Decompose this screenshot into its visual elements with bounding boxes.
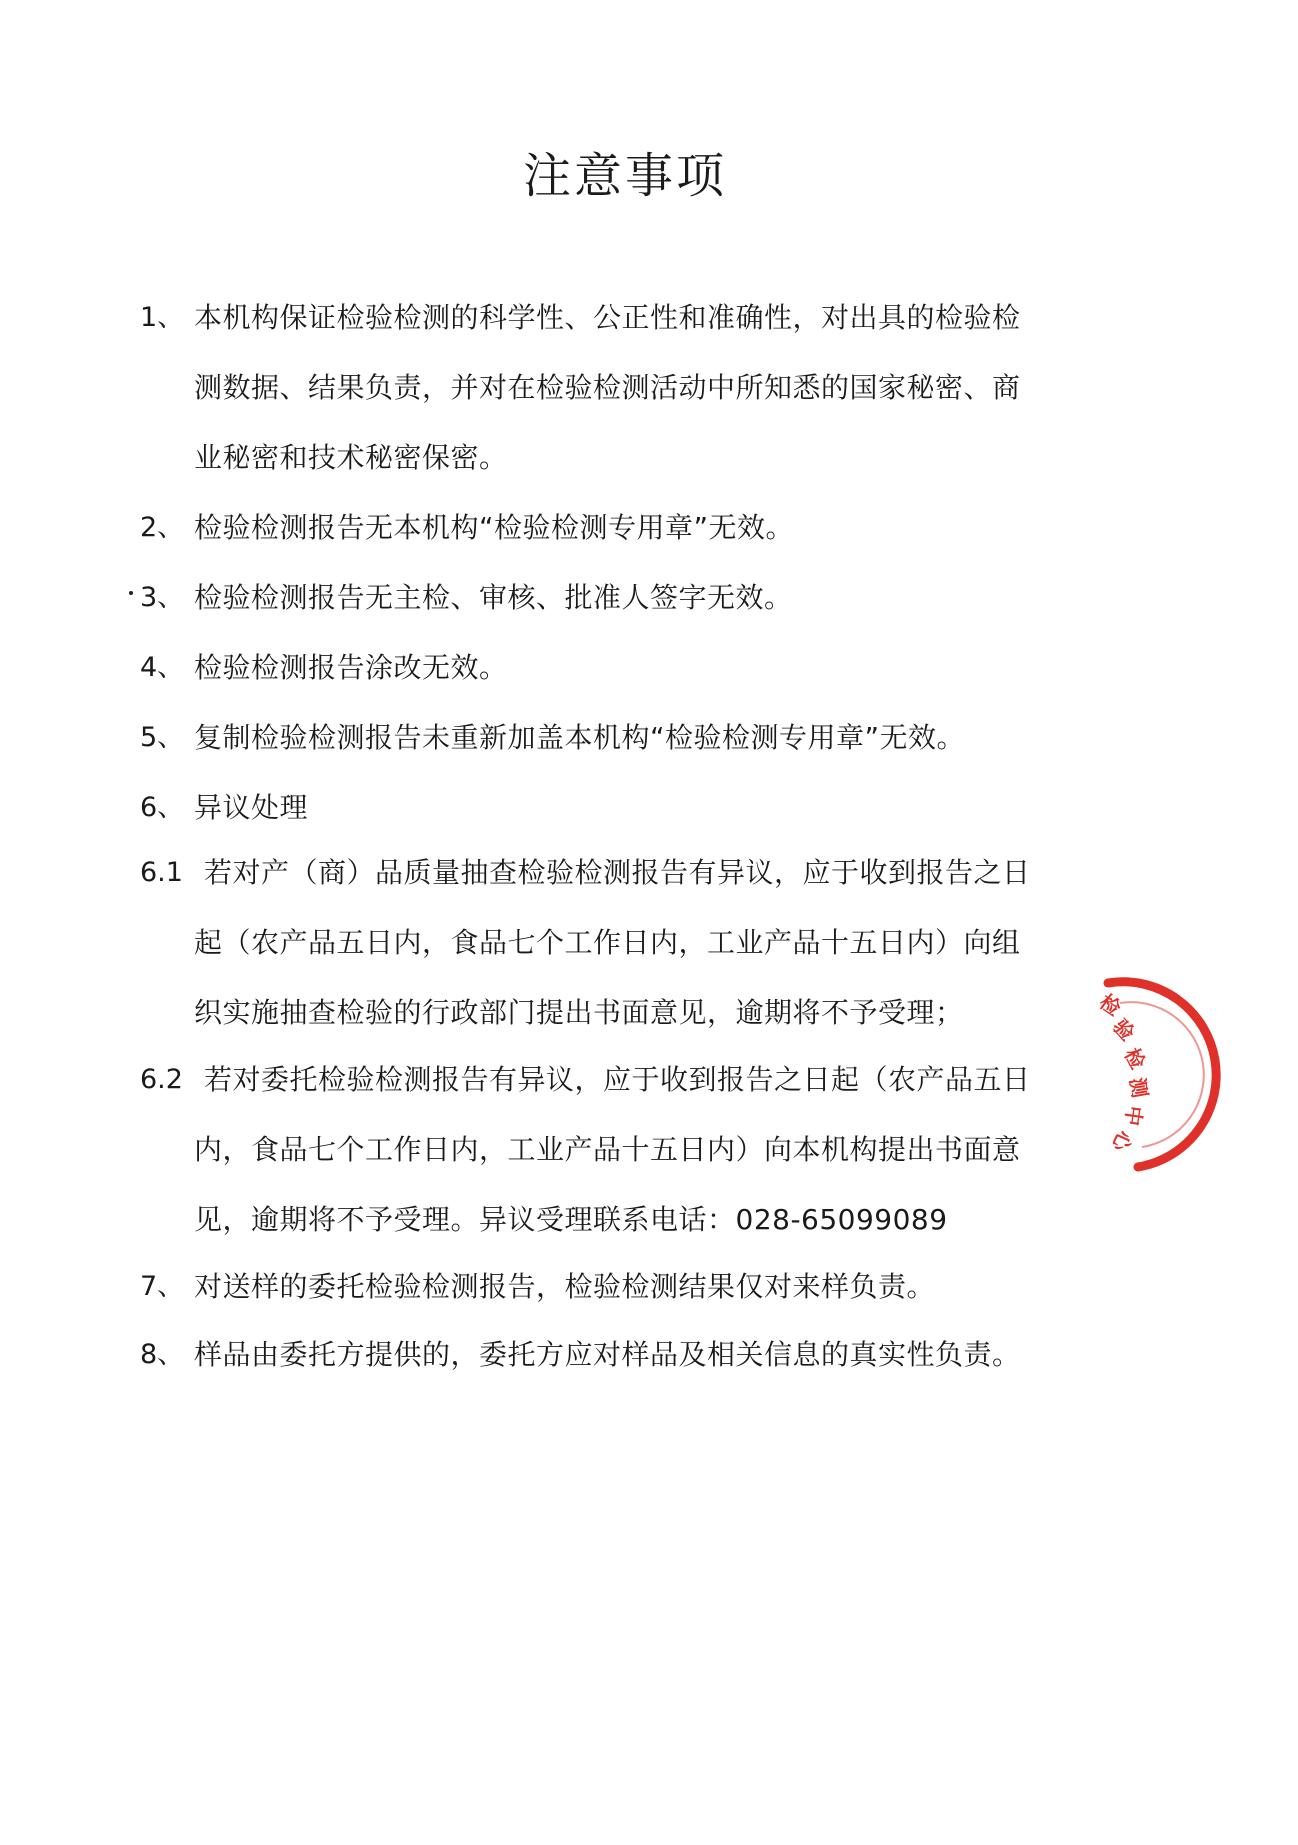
item-text-line: 若对委托检验检测报告有异议，应于收到报告之日起（农产品五日 (204, 1063, 1031, 1096)
item-number: 1、 (140, 302, 185, 333)
svg-text:验: 验 (1108, 1014, 1140, 1046)
item-text-line: 复制检验检测报告未重新加盖本机构“检验检测专用章”无效。 (194, 721, 966, 754)
notice-item-7 (140, 1252, 1120, 1322)
item-text-line: 测数据、结果负责，并对在检验检测活动中所知悉的国家秘密、商 (194, 371, 1021, 404)
item-number: 6、 (140, 792, 185, 823)
item-text-line: 起（农产品五日内，食品七个工作日内，工业产品十五日内）向组 (194, 926, 1021, 959)
notice-item-4 (140, 633, 1120, 703)
notice-item-6 (140, 773, 1120, 843)
page-title: 注意事项 (522, 148, 727, 204)
item-text-line: 见，逾期将不予受理。异议受理联系电话：028-65099089 (194, 1203, 948, 1236)
item-text-line: 检验检测报告涂改无效。 (194, 651, 508, 684)
item-text-line: 业秘密和技术秘密保密。 (194, 441, 508, 474)
item-number: 4、 (140, 652, 185, 683)
item-number: 6.1 (140, 857, 183, 888)
red-seal-stamp (1078, 975, 1268, 1175)
item-text-line: 织实施抽查检验的行政部门提出书面意见，逾期将不予受理； (194, 996, 964, 1029)
notice-item-1 (140, 283, 1120, 493)
notice-item-2 (140, 493, 1120, 563)
notice-item-6-1 (140, 838, 1120, 1048)
item-number: 7、 (140, 1271, 185, 1302)
item-text-line: 样品由委托方提供的，委托方应对样品及相关信息的真实性负责。 (194, 1338, 1021, 1371)
item-number: 8、 (140, 1339, 185, 1370)
item-number: 5、 (140, 722, 185, 753)
stray-mark (129, 591, 133, 595)
seal-lettering (1095, 989, 1152, 1156)
item-number: 3、 (140, 582, 185, 613)
notice-item-8 (140, 1320, 1120, 1390)
svg-text:检: 检 (1095, 989, 1126, 1021)
item-number: 2、 (140, 512, 185, 543)
notice-item-3 (140, 563, 1120, 633)
item-text-line: 对送样的委托检验检测报告，检验检测结果仅对来样负责。 (194, 1270, 936, 1303)
item-text-line: 检验检测报告无本机构“检验检测专用章”无效。 (194, 511, 795, 544)
item-text-line: 检验检测报告无主检、审核、批准人签字无效。 (194, 581, 793, 614)
item-number: 6.2 (140, 1064, 183, 1095)
svg-text:心: 心 (1107, 1126, 1138, 1156)
item-text-line: 若对产（商）品质量抽查检验检测报告有异议，应于收到报告之日 (204, 856, 1031, 889)
item-text-line: 本机构保证检验检测的科学性、公正性和准确性，对出具的检验检 (194, 301, 1021, 334)
notice-item-6-2 (140, 1045, 1120, 1255)
svg-text:测: 测 (1125, 1075, 1153, 1100)
svg-text:检: 检 (1119, 1044, 1151, 1074)
svg-text:中: 中 (1120, 1104, 1147, 1128)
notice-item-5 (140, 703, 1120, 773)
item-text-line: 内，食品七个工作日内，工业产品十五日内）向本机构提出书面意 (194, 1133, 1021, 1166)
item-text-line: 异议处理 (194, 791, 309, 824)
